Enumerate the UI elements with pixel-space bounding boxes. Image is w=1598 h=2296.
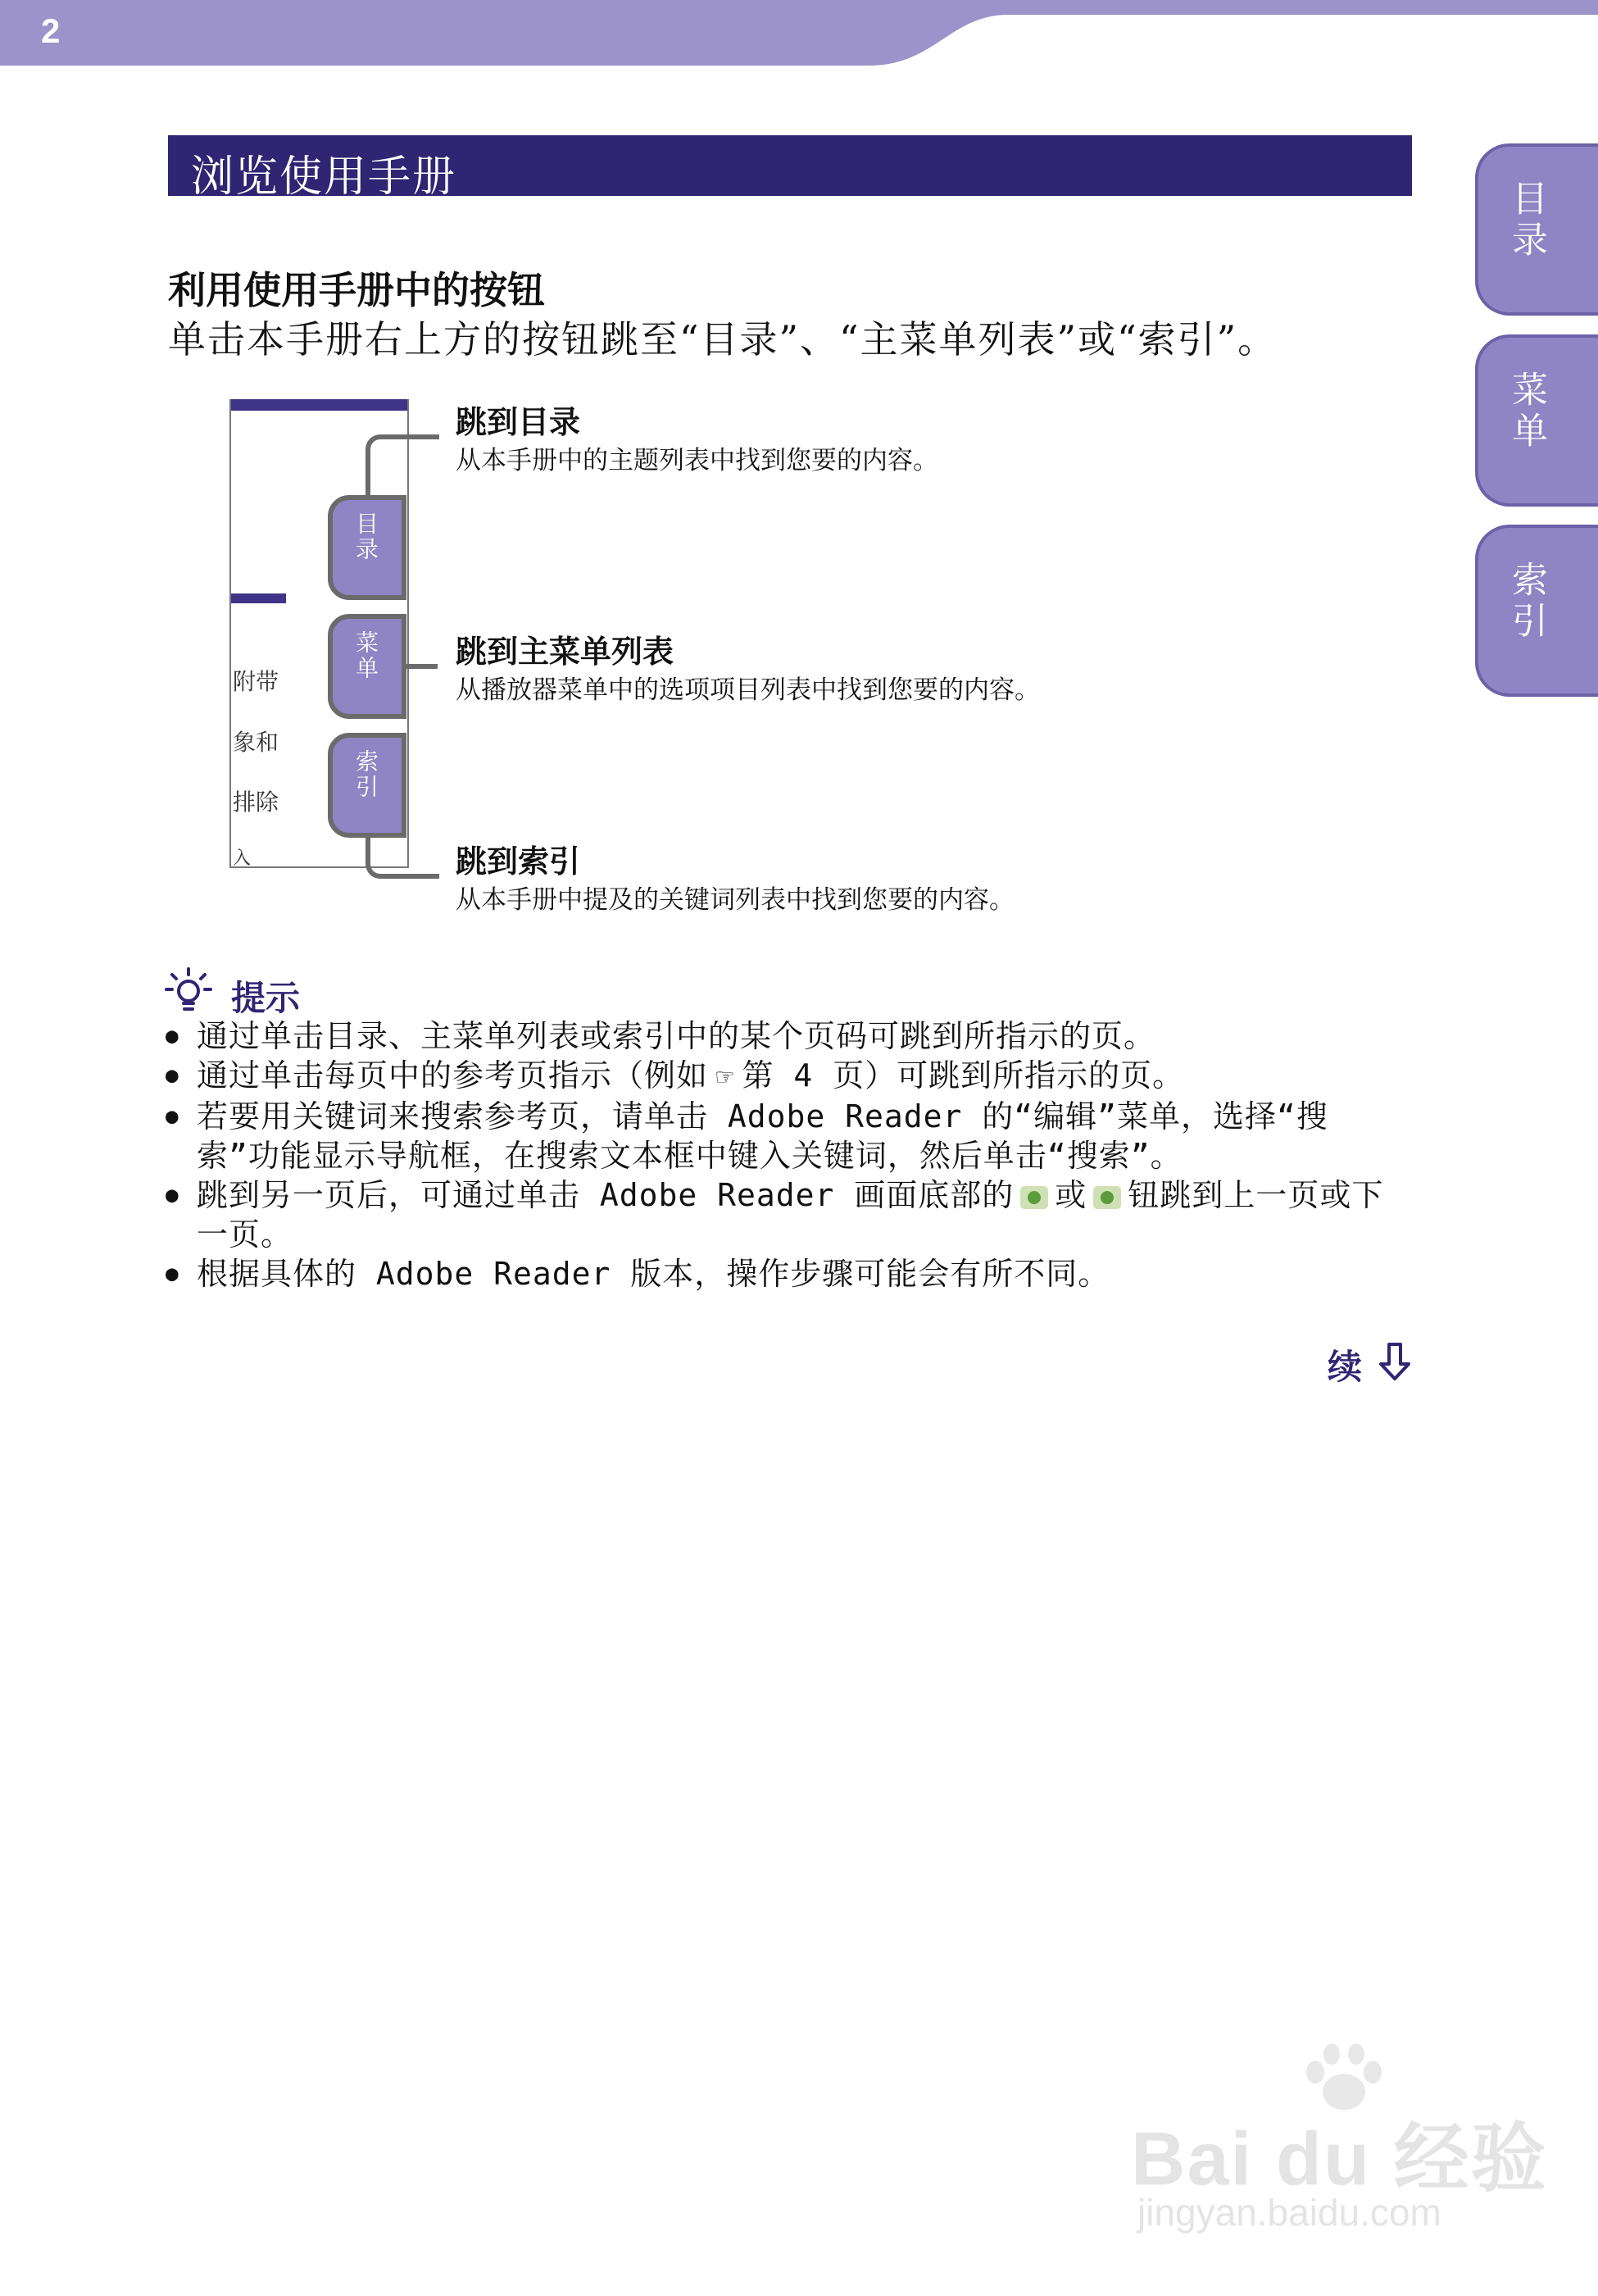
tip-text: 根据具体的 Adobe Reader 版本，操作步骤可能会有所不同。 xyxy=(197,1256,1110,1292)
section-lead: 单击本手册右上方的按钮跳至“目录”、“主菜单列表”或“索引”。 xyxy=(168,317,1278,361)
illustration-text: 排除 xyxy=(233,789,279,816)
page-title: 浏览使用手册 xyxy=(191,152,457,202)
callout-contents-desc: 从本手册中的主题列表中找到您要的内容。 xyxy=(456,446,938,475)
pointing-hand-icon: ☞ xyxy=(716,1061,734,1093)
tip-text: 通过单击每页中的参考页指示（例如 xyxy=(197,1057,709,1093)
tip-text: 跳到另一页后，可通过单击 Adobe Reader 画面底部的 xyxy=(197,1177,1015,1213)
continue-label: 续 xyxy=(1328,1347,1363,1387)
next-page-icon xyxy=(1093,1186,1121,1209)
contents-tab-label: 目录 xyxy=(1505,180,1547,261)
illustration-tab-label: 索引 xyxy=(352,749,379,800)
arrow-down-icon xyxy=(1378,1341,1411,1382)
menu-tab[interactable] xyxy=(1475,334,1598,507)
illustration-menu-tab xyxy=(328,614,406,719)
callout-index-desc: 从本手册中提及的关键词列表中找到您要的内容。 xyxy=(456,885,1015,915)
tip-item xyxy=(164,1097,1410,1175)
watermark-url: jingyan.baidu.com xyxy=(1137,2191,1441,2234)
illustration-text: 象和 xyxy=(233,729,279,756)
watermark-brand: Bai du 经验 xyxy=(1131,2117,1548,2201)
header-band xyxy=(0,0,1598,66)
page-number: 2 xyxy=(41,11,61,50)
tip-item xyxy=(164,1254,1410,1293)
tips-label: 提示 xyxy=(231,978,301,1018)
index-tab-label: 索引 xyxy=(1505,561,1547,643)
tip-text: 若要用关键词来搜索参考页，请单击 Adobe Reader 的“编辑”菜单，选择“搜索”功能显示导航框，在搜索文本框中键入关键词，然后单击“搜索”。 xyxy=(197,1098,1328,1174)
illustration-text: 附带 xyxy=(233,668,279,695)
tip-text: 或 xyxy=(1055,1177,1087,1213)
illustration-tab-label: 目录 xyxy=(352,511,379,562)
tip-text: 通过单击目录、主菜单列表或索引中的某个页码可跳到所指示的页。 xyxy=(197,1018,1156,1054)
tip-item xyxy=(164,1016,1410,1056)
previous-page-icon xyxy=(1020,1186,1048,1209)
section-title-bar xyxy=(168,135,1412,202)
index-tab[interactable] xyxy=(1475,525,1598,697)
tip-text: 第 4 页）可跳到所指示的页。 xyxy=(742,1057,1185,1093)
illustration-tab-label: 菜单 xyxy=(352,630,379,681)
callout-connector xyxy=(405,664,438,669)
illustration-index-tab xyxy=(328,733,406,838)
illustration-divider xyxy=(231,593,286,603)
illustration-header-bar xyxy=(231,399,407,411)
contents-tab[interactable] xyxy=(1475,143,1598,316)
section-heading: 利用使用手册中的按钮 xyxy=(168,268,545,312)
callout-menu-heading: 跳到主菜单列表 xyxy=(456,634,674,670)
callout-connector xyxy=(365,434,439,500)
callout-menu-desc: 从播放器菜单中的选项项目列表中找到您要的内容。 xyxy=(456,675,1040,705)
illustration-contents-tab xyxy=(328,495,406,600)
watermark xyxy=(1131,2041,1590,2238)
tip-text: 钮跳到上一页或下一页。 xyxy=(197,1177,1384,1253)
callout-contents-heading: 跳到目录 xyxy=(456,404,581,440)
tip-item xyxy=(164,1175,1410,1254)
tip-item xyxy=(164,1056,1410,1097)
tips-list xyxy=(164,1016,1410,1293)
lightbulb-icon xyxy=(164,967,213,1016)
callout-index-heading: 跳到索引 xyxy=(456,843,581,880)
illustration-text: 入 xyxy=(233,848,252,869)
callout-connector xyxy=(365,836,439,879)
menu-tab-label: 菜单 xyxy=(1505,371,1547,452)
